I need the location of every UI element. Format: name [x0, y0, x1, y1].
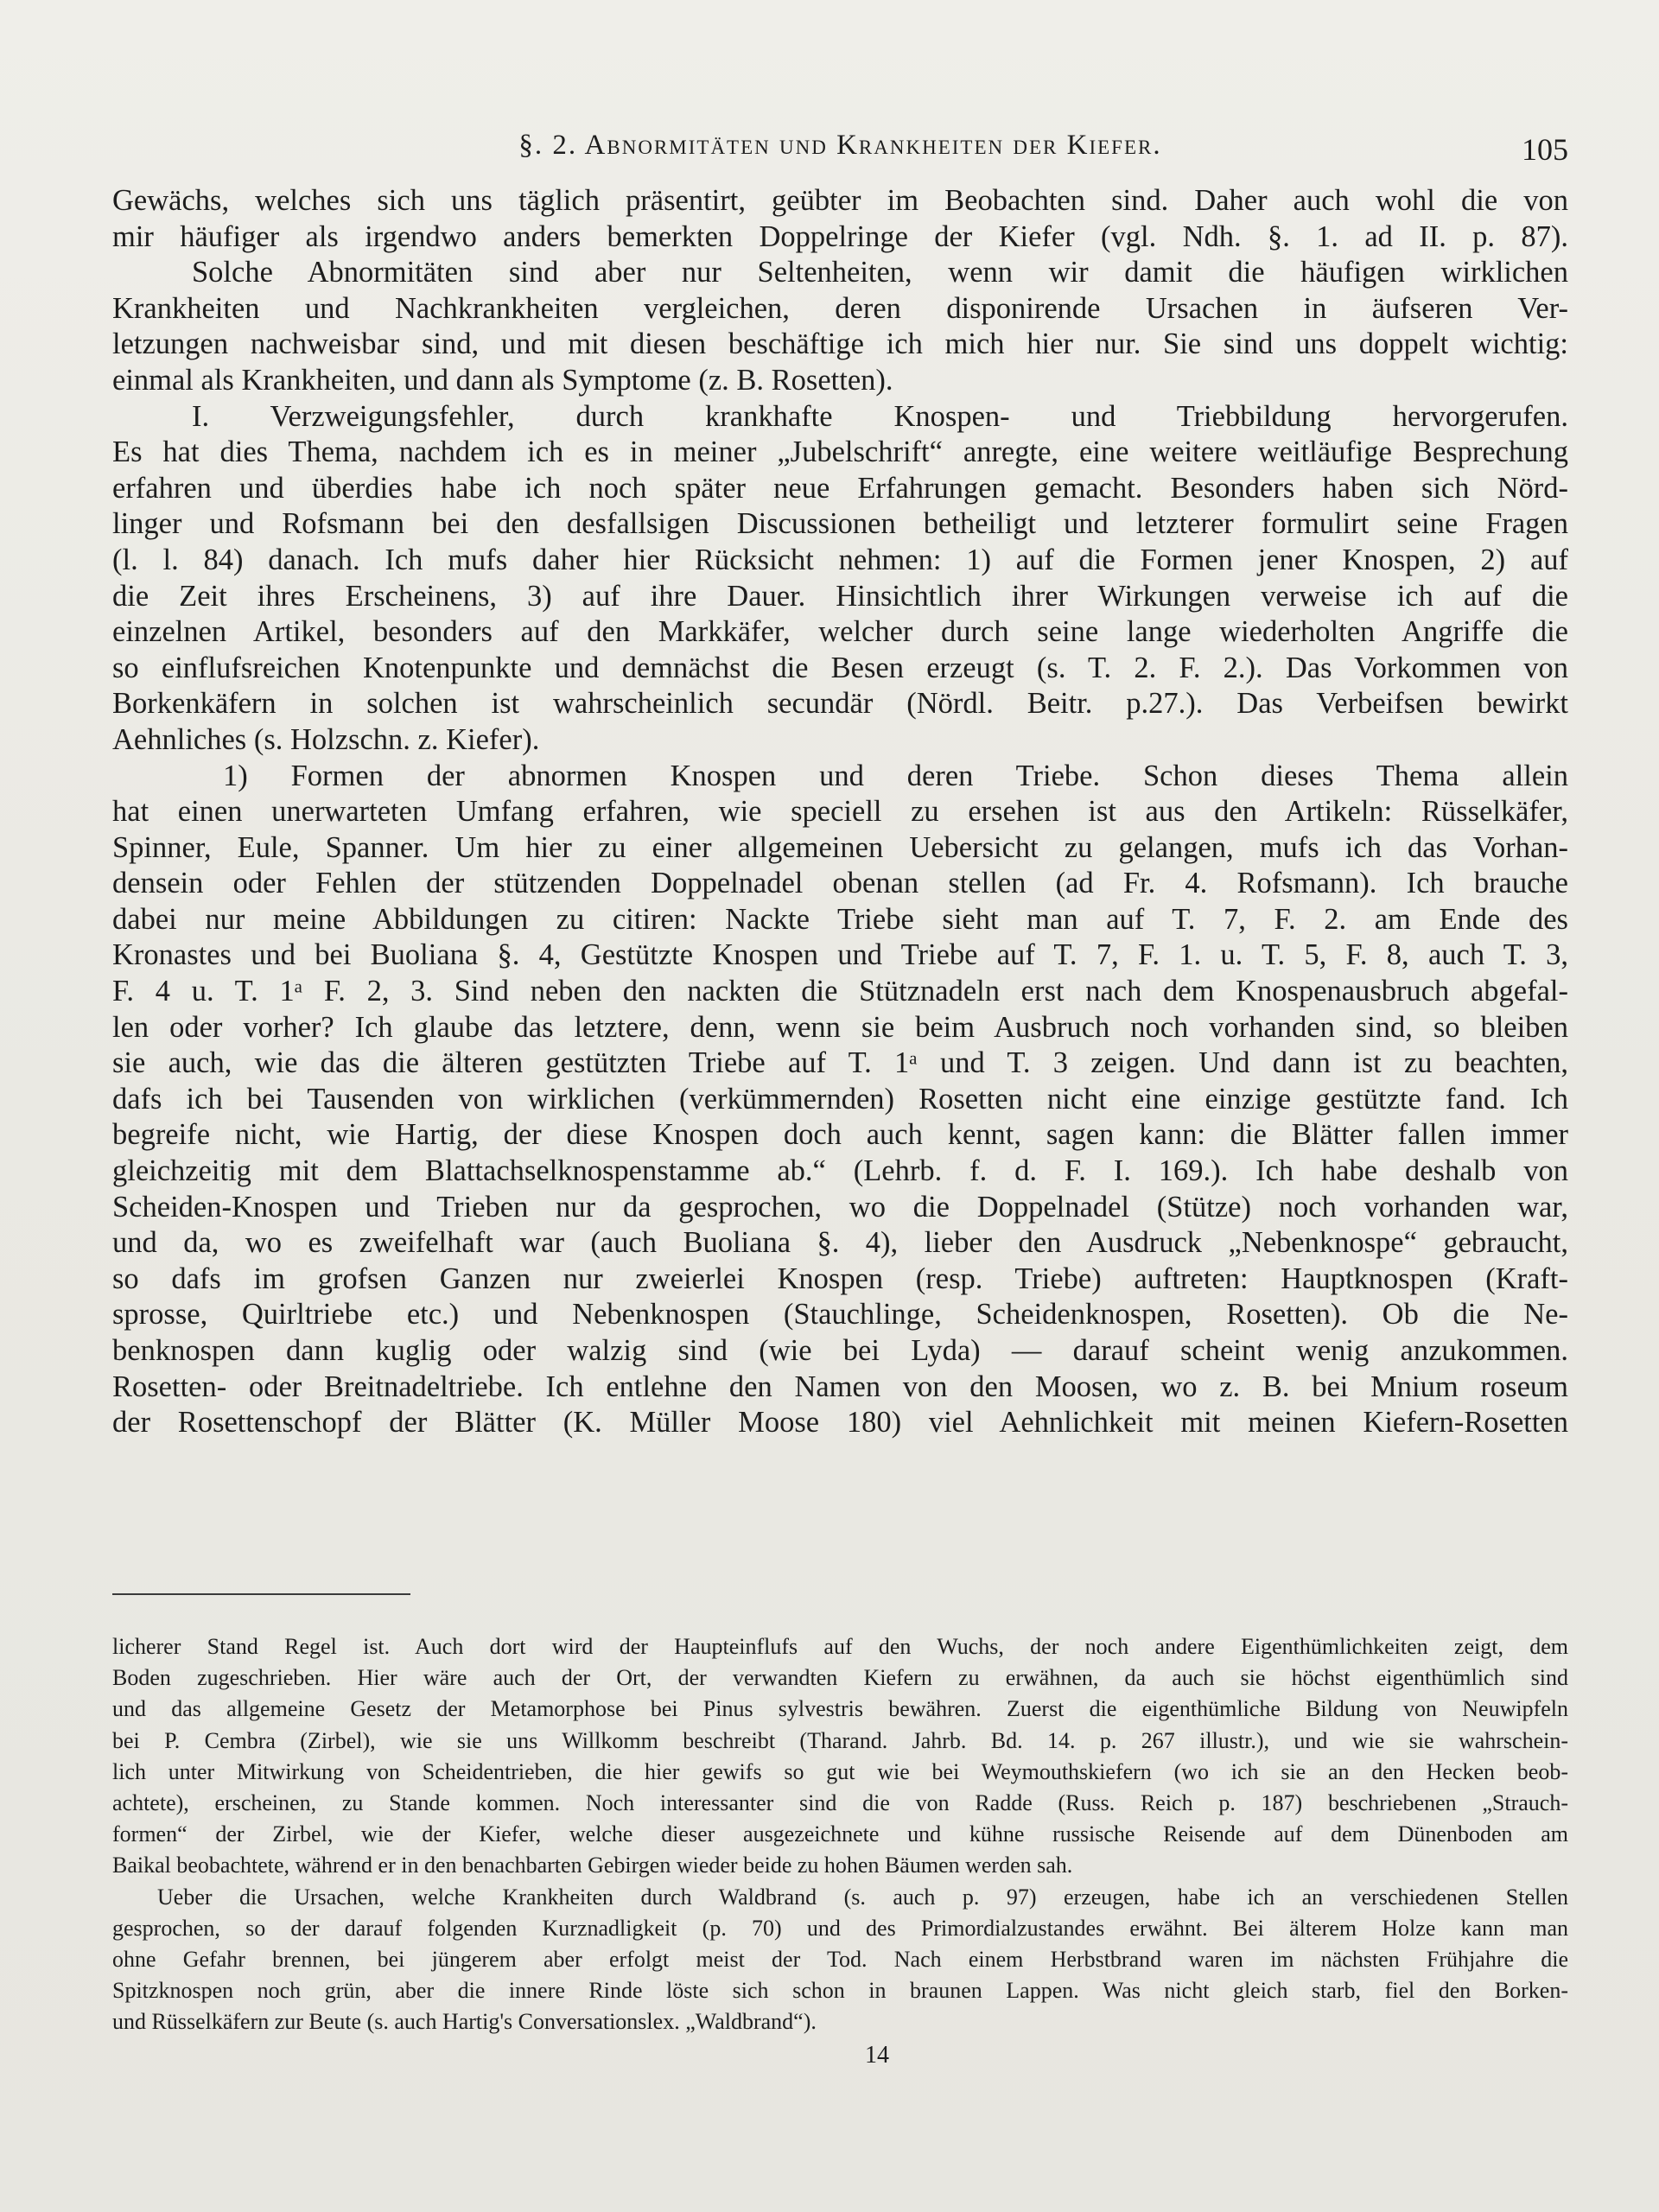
- text-line: I. Verzweigungsfehler, durch krankhafte Knospen- und Triebbildung hervorgerufen.: [192, 399, 1568, 433]
- text-line: 1) Formen der abnormen Knospen und deren Triebe. Schon dieses Thema allein: [223, 759, 1568, 792]
- text-line: len oder vorher? Ich glaube das letztere, denn, wenn sie beim Ausbruch noch vorhanden sind, so bleiben: [112, 1010, 1568, 1044]
- footnote-line: achtete), erscheinen, zu Stande kommen. Noch interessanter sind die von Radde (Russ. Reich p. 187) beschriebenen „Strauch-: [112, 1789, 1568, 1815]
- text-line: Krankheiten und Nachkrankheiten vergleichen, deren disponirende Ursachen in äufseren Ver-: [112, 291, 1568, 325]
- text-line: begreife nicht, wie Hartig, der diese Knospen doch auch kennt, sagen kann: die Blätter fallen immer: [112, 1118, 1568, 1152]
- text-line: (l. l. 84) danach. Ich mufs daher hier Rücksicht nehmen: 1) auf die Formen jener Knospen, 2) auf: [112, 543, 1568, 576]
- text-line: gleichzeitig mit dem Blattachselknospenstamme ab.“ (Lehrb. f. d. F. I. 169.). Ich habe deshalb von: [112, 1154, 1568, 1188]
- text-line: einzelnen Artikel, besonders auf den Markkäfer, welcher durch seine lange wiederholten Angriffe die: [112, 615, 1568, 649]
- text-line: einmal als Krankheiten, und dann als Symptome (z. B. Rosetten).: [112, 363, 893, 397]
- text-line: linger und Rofsmann bei den desfallsigen Discussionen betheiligt und letzterer formulirt seine Fragen: [112, 507, 1568, 541]
- text-line: sprosse, Quirltriebe etc.) und Nebenknospen (Stauchlinge, Scheidenknospen, Rosetten). Ob die Ne-: [112, 1298, 1568, 1332]
- footnote-line: bei P. Cembra (Zirbel), wie sie uns Willkomm beschreibt (Tharand. Jahrb. Bd. 14. p. 267 illustr.), und wie sie wahrschein-: [112, 1727, 1568, 1753]
- footnote-line: formen“ der Zirbel, wie der Kiefer, welche dieser ausgezeichnete und kühne russische Reisende auf dem Dünenboden am: [112, 1821, 1568, 1847]
- page-number: 105: [1522, 132, 1568, 167]
- text-line: densein oder Fehlen der stützenden Doppelnadel obenan stellen (ad Fr. 4. Rofsmann). Ich brauche: [112, 867, 1568, 900]
- running-header: [112, 130, 1568, 173]
- text-line: Spinner, Eule, Spanner. Um hier zu einer allgemeinen Uebersicht zu gelangen, mufs ich das Vorhan-: [112, 830, 1568, 864]
- footnote-line: Boden zugeschrieben. Hier wäre auch der Ort, der verwandten Kiefern zu erwähnen, da auch sie höchst eigenthümlich sind: [112, 1665, 1568, 1691]
- footnote-line: Ueber die Ursachen, welche Krankheiten durch Waldbrand (s. auch p. 97) erzeugen, habe ich an verschiedenen Stellen: [157, 1884, 1568, 1910]
- text-line: Borkenkäfern in solchen ist wahrscheinlich secundär (Nördl. Beitr. p.27.). Das Verbeifsen bewirkt: [112, 687, 1568, 721]
- text-line: sie auch, wie das die älteren gestützten Triebe auf T. 1ᵃ und T. 3 zeigen. Und dann ist zu beachten,: [112, 1046, 1568, 1080]
- text-line: so einflufsreichen Knotenpunkte und demnächst die Besen erzeugt (s. T. 2. F. 2.). Das Vorkommen von: [112, 651, 1568, 684]
- text-line: so dafs im grofsen Ganzen nur zweierlei Knospen (resp. Triebe) auftreten: Hauptknospen (Kraft-: [112, 1262, 1568, 1295]
- text-line: und da, wo es zweifelhaft war (auch Buoliana §. 4), lieber den Ausdruck „Nebenknospe“ gebraucht,: [112, 1226, 1568, 1260]
- page-title: §. 2. Abnormitäten und Krankheiten der Kiefer.: [518, 130, 1162, 161]
- text-line: dafs ich bei Tausenden von wirklichen (verkümmernden) Rosetten nicht eine einzige gestützte fand. Ich: [112, 1082, 1568, 1116]
- text-line: Solche Abnormitäten sind aber nur Seltenheiten, wenn wir damit die häufigen wirklichen: [192, 256, 1568, 289]
- text-line: erfahren und überdies habe ich noch später neue Erfahrungen gemacht. Besonders haben sich Nörd-: [112, 471, 1568, 505]
- text-line: Rosetten- oder Breitnadeltriebe. Ich entlehne den Namen von den Moosen, wo z. B. bei Mnium roseum: [112, 1370, 1568, 1403]
- text-line: benknospen dann kuglig oder walzig sind (wie bei Lyda) — darauf scheint wenig anzukommen.: [112, 1334, 1568, 1367]
- text-line: Gewächs, welches sich uns täglich präsentirt, geübter im Beobachten sind. Daher auch wohl die von: [112, 184, 1568, 217]
- footnote-line: Spitzknospen noch grün, aber die innere Rinde löste sich schon in braunen Lappen. Was nicht gleich starb, fiel den Borken-: [112, 1978, 1568, 2004]
- text-line: F. 4 u. T. 1ᵃ F. 2, 3. Sind neben den nackten die Stütznadeln erst nach dem Knospenausbruch abgefal-: [112, 975, 1568, 1008]
- footnote-text: [112, 1631, 1568, 2037]
- text-line: hat einen unerwarteten Umfang erfahren, wie speciell zu ersehen ist aus den Artikeln: Rüsselkäfer,: [112, 795, 1568, 829]
- text-line: Scheiden-Knospen und Trieben nur da gesprochen, wo die Doppelnadel (Stütze) noch vorhanden war,: [112, 1190, 1568, 1224]
- text-line: Es hat dies Thema, nachdem ich es in meiner „Jubelschrift“ anregte, eine weitere weitläufige Besprechung: [112, 435, 1568, 469]
- footnote-line: ohne Gefahr brennen, bei jüngerem aber erfolgt meist der Tod. Nach einem Herbstbrand waren im nächsten Frühjahre die: [112, 1946, 1568, 1972]
- text-line: dabei nur meine Abbildungen zu citiren: Nackte Triebe sieht man auf T. 7, F. 2. am Ende des: [112, 902, 1568, 936]
- text-line: Aehnliches (s. Holzschn. z. Kiefer).: [112, 722, 540, 756]
- footnote-line: gesprochen, so der darauf folgenden Kurznadligkeit (p. 70) und des Primordialzustandes erwähnt. Bei älterem Holze kann man: [112, 1915, 1568, 1941]
- footnote-line: und Rüsselkäfern zur Beute (s. auch Hartig's Conversationslex. „Waldbrand“).: [112, 2009, 817, 2035]
- footnote-line: und das allgemeine Gesetz der Metamorphose bei Pinus sylvestris bewähren. Zuerst die eigenthümliche Bildung von Neuwipfeln: [112, 1696, 1568, 1722]
- text-line: Kronastes und bei Buoliana §. 4, Gestützte Knospen und Triebe auf T. 7, F. 1. u. T. 5, F. 8, auch T. 3,: [112, 938, 1568, 972]
- text-line: mir häufiger als irgendwo anders bemerkten Doppelringe der Kiefer (vgl. Ndh. §. 1. ad II. p. 87).: [112, 219, 1568, 253]
- main-text: [112, 183, 1568, 1441]
- footnote-line: licherer Stand Regel ist. Auch dort wird der Haupteinflufs auf den Wuchs, der noch andere Eigenthümlichkeiten zeigt, dem: [112, 1634, 1568, 1659]
- text-line: der Rosettenschopf der Blätter (K. Müller Moose 180) viel Aehnlichkeit mit meinen Kiefern-Rosetten: [112, 1406, 1568, 1440]
- footnote-divider: [112, 1593, 410, 1595]
- text-line: die Zeit ihres Erscheinens, 3) auf ihre Dauer. Hinsichtlich ihrer Wirkungen verweise ich auf die: [112, 579, 1568, 613]
- footnote-line: lich unter Mitwirkung von Scheidentrieben, die hier gewifs so gut wie bei Weymouthskiefern (wo ich sie an den Hecken beob-: [112, 1758, 1568, 1784]
- footnote-line: Baikal beobachtete, während er in den benachbarten Gebirgen wieder beide zu hohen Bäumen werden sah.: [112, 1853, 1073, 1878]
- text-line: letzungen nachweisbar sind, und mit diesen beschäftige ich mich hier nur. Sie sind uns doppelt wichtig:: [112, 327, 1568, 361]
- signature-mark: 14: [865, 2042, 889, 2069]
